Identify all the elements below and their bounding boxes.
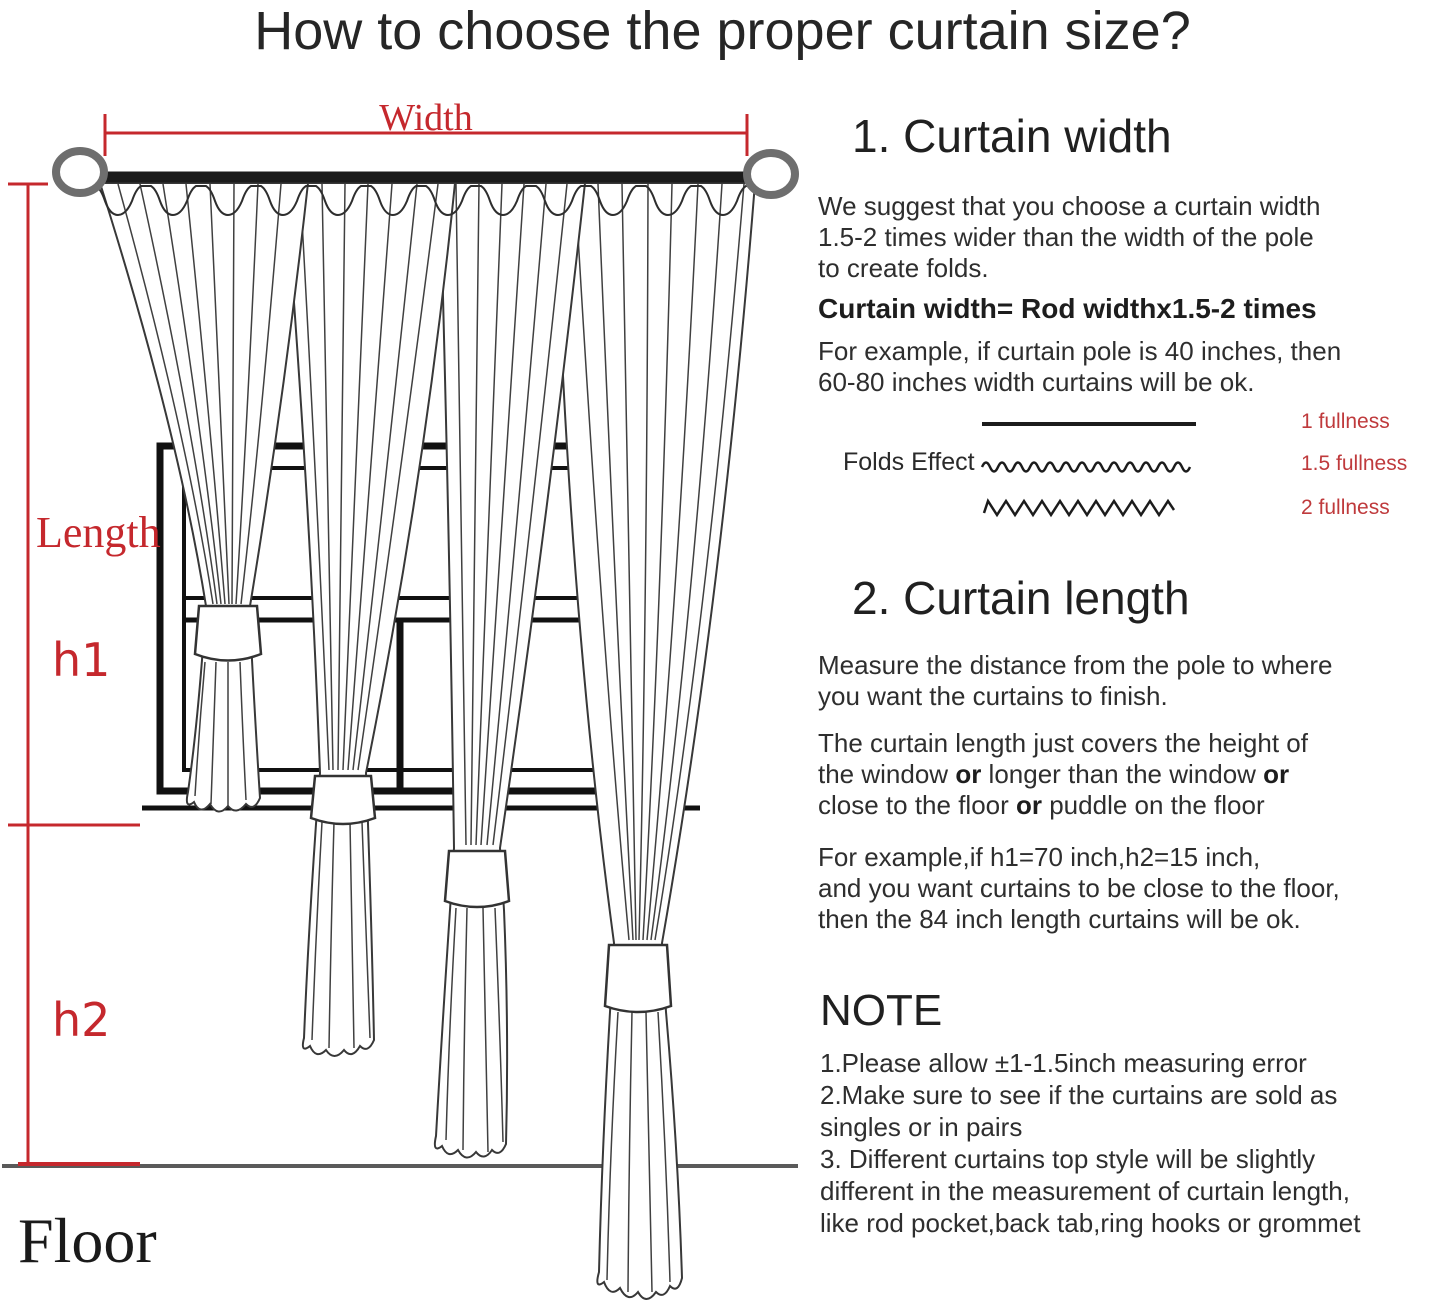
section2-heading: 2. Curtain length [852, 572, 1190, 624]
rod-ring-left [56, 151, 104, 193]
rod-ring-right [747, 153, 795, 195]
tieback-2 [311, 776, 375, 824]
h2-label: h2 [52, 993, 111, 1047]
note-line: singles or in pairs [820, 1112, 1023, 1142]
text-line: 60-80 inches width curtains will be ok. [818, 367, 1255, 397]
section1-example [818, 336, 1445, 398]
text-line: to create folds. [818, 253, 989, 283]
folds-effect-samples [978, 405, 1208, 530]
note-line: 1.Please allow ±1-1.5inch measuring error [820, 1048, 1307, 1078]
width-formula: Curtain width= Rod widthx1.5-2 times [818, 293, 1317, 324]
tieback-4 [605, 945, 671, 1012]
text-line: For example,if h1=70 inch,h2=15 inch, [818, 842, 1261, 872]
curtain-panel-4 [555, 183, 755, 1299]
fullness-line-zigzag [984, 501, 1174, 515]
text-line: The curtain length just covers the height of [818, 728, 1308, 758]
width-label: Width [379, 97, 473, 139]
curtain-panel-1 [100, 183, 308, 812]
section2-covers [818, 728, 1445, 821]
text-line: the window or longer than the window or [818, 759, 1290, 789]
fullness-1-label: 1 fullness [1301, 410, 1390, 433]
note-line: different in the measurement of curtain length, [820, 1176, 1350, 1206]
page-title: How to choose the proper curtain size? [254, 1, 1191, 61]
curtain-panel-3 [435, 183, 585, 1158]
tieback-1 [195, 606, 261, 661]
text-line: For example, if curtain pole is 40 inches, then [818, 336, 1342, 366]
text-line: We suggest that you choose a curtain width [818, 191, 1321, 221]
folds-effect-label: Folds Effect [843, 448, 975, 476]
text-line: 1.5-2 times wider than the width of the pole [818, 222, 1314, 252]
section1-intro [818, 191, 1445, 284]
note-list [820, 1047, 1360, 1239]
text-line: and you want curtains to be close to the floor, [818, 873, 1340, 903]
fullness-1-5-label: 1.5 fullness [1301, 452, 1408, 475]
text-line: you want the curtains to finish. [818, 681, 1168, 711]
note-line: 3. Different curtains top style will be slightly [820, 1144, 1316, 1174]
note-line: 2.Make sure to see if the curtains are sold as [820, 1080, 1338, 1110]
text-line: Measure the distance from the pole to where [818, 650, 1333, 680]
note-line: like rod pocket,back tab,ring hooks or grommet [820, 1208, 1361, 1238]
note-heading: NOTE [820, 986, 943, 1035]
fullness-2-label: 2 fullness [1301, 496, 1390, 519]
length-label: Length [36, 508, 161, 557]
section2-measure [818, 650, 1445, 712]
floor-label: Floor [18, 1205, 157, 1276]
h1-label: h1 [52, 633, 111, 687]
tieback-3 [445, 851, 509, 907]
fullness-line-wave [982, 463, 1190, 472]
section1-heading: 1. Curtain width [852, 110, 1172, 162]
text-line: then the 84 inch length curtains will be ok. [818, 904, 1301, 934]
text-line: close to the floor or puddle on the floor [818, 790, 1265, 820]
section2-example [818, 842, 1445, 935]
